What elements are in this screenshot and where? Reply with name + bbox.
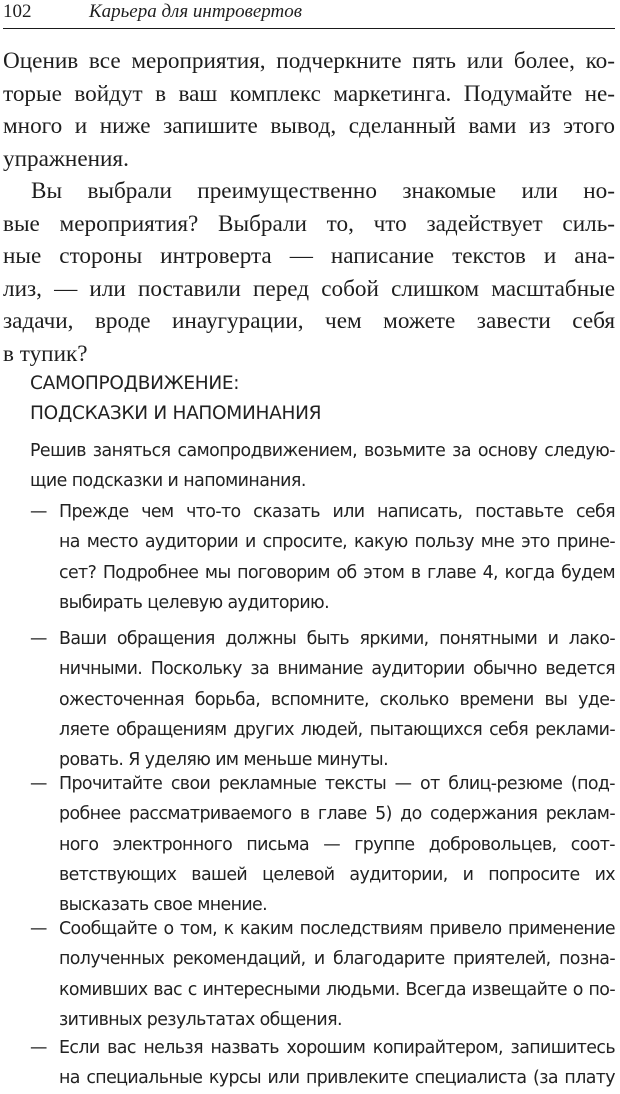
book-title: Карьера для интровертов <box>89 1 302 22</box>
text-line: Прежде чем что-то сказать или написать, поставьте себя <box>59 502 615 522</box>
text-line: робнее рассматриваемого в главе 5) до содержания реклам- <box>59 804 615 825</box>
text-line: вые мероприятия? Выбрали то, что задействует силь- <box>3 210 615 237</box>
body-paragraph-2 <box>3 175 615 371</box>
text-line: Если вас нельзя назвать хорошим копирайтером, запишитесь <box>59 1038 615 1058</box>
dash-bullet-icon: — <box>30 919 48 939</box>
body-paragraph-1 <box>3 45 615 175</box>
text-line: Вы выбрали преимущественно знакомые или но- <box>31 178 615 204</box>
text-line: упражнения. <box>3 145 129 172</box>
bullet-text <box>59 769 615 920</box>
text-line: Ваши обращения должны быть яркими, понятными и лако- <box>59 629 615 649</box>
text-line: на место аудитории и спросите, какую пользу мне это прине- <box>59 532 615 553</box>
text-line: ровать. Я уделяю им меньше минуты. <box>59 750 388 771</box>
heading-line: ПОДСКАЗКИ И НАПОМИНАНИЯ <box>30 403 322 424</box>
text-line: ожесточенная борьба, вспомните, сколько времени вы уде- <box>59 689 615 710</box>
bullet-text <box>59 1033 615 1094</box>
text-line: ного электронного письма — группе добровольцев, соот- <box>59 834 615 855</box>
text-line: Решив заняться самопродвижением, возьмите за основу следую- <box>30 441 615 461</box>
dash-bullet-icon: — <box>30 1038 48 1058</box>
text-line: много и ниже запишите вывод, сделанный вами из этого <box>3 113 615 140</box>
text-line: задачи, вроде инаугурации, чем можете завести себя <box>3 308 615 335</box>
text-line: на специальные курсы или привлеките специалиста (за плату <box>59 1068 615 1089</box>
text-line: торые войдут в ваш комплекс маркетинга. Подумайте не- <box>3 80 615 107</box>
text-line: в тупик? <box>3 340 88 367</box>
bullet-text <box>59 497 615 618</box>
text-line: Сообщайте о том, к каким последствиям привело применение <box>59 919 615 939</box>
text-line: сет? Подробнее мы поговорим об этом в главе 4, когда будем <box>59 562 615 583</box>
text-line: полученных рекомендаций, и благодарите приятелей, позна- <box>59 949 615 970</box>
text-line: лиз, — или поставили перед собой слишком масштабные <box>3 275 615 302</box>
text-line: ные стороны интроверта — написание текстов и ана- <box>3 243 615 270</box>
text-line: зитивных результатах общения. <box>59 1009 342 1030</box>
text-line: щие подсказки и напоминания. <box>30 471 306 492</box>
section-intro <box>30 436 615 497</box>
dash-bullet-icon: — <box>30 774 48 794</box>
text-line: Оценив все мероприятия, подчеркните пять или более, ко- <box>3 48 615 74</box>
dash-bullet-icon: — <box>30 629 48 649</box>
text-line: Прочитайте свои рекламные тексты — от блиц-резюме (под- <box>59 774 615 794</box>
running-header <box>3 0 615 29</box>
text-line: комивших вас с интересными людьми. Всегда извещайте о по- <box>59 979 615 1000</box>
text-line: ничными. Поскольку за внимание аудитории обычно ведется <box>59 659 615 680</box>
section-heading <box>30 369 321 429</box>
text-line: ляете обращениям других людей, пытающихся себя реклами- <box>59 719 615 740</box>
dash-bullet-icon: — <box>30 502 48 522</box>
bullet-text <box>59 624 615 775</box>
text-line: ветствующих вашей целевой аудитории, и попросите их <box>59 864 615 885</box>
text-line: высказать свое мнение. <box>59 895 268 916</box>
bullet-text <box>59 914 615 1035</box>
page-number: 102 <box>3 1 32 22</box>
heading-line: САМОПРОДВИЖЕНИЕ: <box>30 373 240 394</box>
text-line: выбирать целевую аудиторию. <box>59 592 330 613</box>
